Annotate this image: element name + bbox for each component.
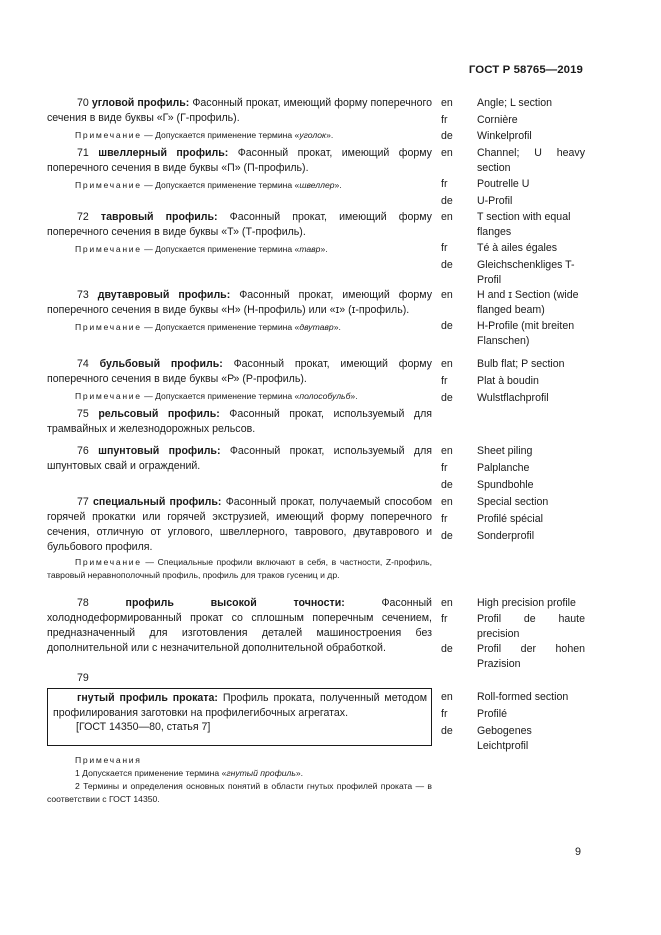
boxed-term-entry [47,688,432,746]
term-note: Примечание — Допускается применение термина «полособульб». [75,391,358,401]
term-note: Примечание — Допускается применение термина «швеллер». [75,180,342,190]
lang-code: fr [441,114,448,126]
lang-code: fr [441,178,448,190]
term-name: угловой профиль: [91,97,190,109]
translation: U-Profil [477,195,513,207]
lang-code: de [441,259,453,271]
term-note: 2 Термины и определения основных понятий в области гнутых профилей проката — в соответствии с ГОСТ 14350. [47,781,432,804]
lang-code: en [441,597,453,609]
term-entry: 74 бульбовый профиль: Фасонный прокат, имеющий форму поперечного сечения в виде буквы «Р» (Р-профиль). [47,358,432,385]
translation: Angle; L section [477,97,552,109]
lang-code: en [441,97,453,109]
translation: H and ɪ Section (wide flanged beam) [477,289,579,316]
lang-code: de [441,725,453,737]
translation: Roll-formed section [477,691,569,703]
term-note: Примечание — Допускается применение термина «двутавр». [75,322,341,332]
term-definition: Фасонный прокат, имеющий форму поперечного сечения в виде буквы «Р» (Р-профиль). [47,358,432,385]
translation: Channel; U heavy section [477,147,585,174]
lang-code: en [441,289,453,301]
term-name: рельсовый профиль: [98,408,220,420]
term-definition: Фасонный холоднодеформированный прокат со сплошным поперечным сечением, предназначенный для изготовления деталей машиностроения без дополнительной или с незначительной дополнительной обработкой. [47,597,432,654]
term-name: швеллерный профиль: [98,147,229,159]
term-definition: Фасонный прокат, используемый для трамвайных и железнодорожных рельсов. [47,408,432,435]
term-definition: Фасонный прокат, имеющий форму поперечного сечения в виде буквы «Т» (Т-профиль). [47,211,432,238]
translation: Plat à boudin [477,375,539,387]
term-name: бульбовый профиль: [99,358,223,370]
term-entry: 75 рельсовый профиль: Фасонный прокат, используемый для трамвайных и железнодорожных рельсов. [47,408,432,435]
term-entry: 76 шпунтовый профиль: Фасонный прокат, используемый для шпунтовых свай и ограждений. [47,445,433,472]
lang-code: en [441,211,453,223]
lang-code: de [441,479,453,491]
lang-code: fr [441,708,448,720]
lang-code: en [441,147,453,159]
translation: Poutrelle U [477,178,530,190]
translation: Spundbohle [477,479,534,491]
term-name: профиль высокой точности: [125,597,345,609]
lang-code: en [441,445,453,457]
translation: Té à ailes égales [477,242,558,254]
term-definition: Фасонный прокат, используемый для шпунтовых свай и ограждений. [47,445,433,472]
term-note: 1 Допускается применение термина «гнутый профиль». [75,768,304,778]
term-entry: 71 швеллерный профиль: Фасонный прокат, имеющий форму поперечного сечения в виде буквы «П» (П-профиль). [47,147,432,174]
term-entry: 73 двутавровый профиль: Фасонный прокат, имеющий форму поперечного сечения в виде буквы «Н» (Н-профиль) или «ɪ» (ɪ-профиль). [47,289,432,316]
term-name: тавровый профиль: [100,211,218,223]
term-entry: 77 специальный профиль: Фасонный прокат, получаемый способом горячей прокатки или горячей экструзией, имеющий форму поперечного сечения, отличную от углового, швеллерного, таврового, двутаврового и бульбового профиля. [47,496,432,553]
term-definition: Фасонный прокат, имеющий форму поперечного сечения в виде буквы «Н» (Н-профиль) или «ɪ» (ɪ-профиль). [47,289,432,316]
term-note: Примечание — Допускается применение термина «уголок». [75,130,334,140]
translation: High precision profile [477,597,576,609]
lang-code: fr [441,613,448,625]
translation: Profil der hohen Prazision [477,643,585,670]
term-definition: Профиль проката, полученный методом профилирования заготовки на профилегибочных агрегатах. [53,692,427,719]
lang-code: fr [441,513,448,525]
lang-code: fr [441,462,448,474]
term-definition: Фасонный прокат, имеющий форму поперечного сечения в виде буквы «П» (П-профиль). [47,147,432,174]
term-definition: Фасонный прокат, получаемый способом горячей прокатки или горячей экструзией, имеющий форму поперечного сечения, отличную от углового, швеллерного, таврового, двутаврового и бульбового профиля. [47,496,432,553]
translation: Gleichschenkliges T-Profil [477,259,575,286]
lang-code: en [441,358,453,370]
term-name: двутавровый профиль: [97,289,231,301]
term-number: 79 [77,672,89,684]
translation: T section with equal flanges [477,211,571,238]
translation: Special section [477,496,549,508]
term-name: шпунтовый профиль: [98,445,221,457]
lang-code: fr [441,242,448,254]
lang-code: de [441,195,453,207]
lang-code: de [441,320,453,332]
lang-code: de [441,392,453,404]
translation: Wulstflachprofil [477,392,549,404]
standard-designation: ГОСТ Р 58765—2019 [468,64,583,76]
translation: Sonderprofil [477,530,535,542]
term-definition: Фасонный прокат, имеющий форму поперечного сечения в виде буквы «Г» (Г-профиль). [47,97,432,124]
translation: Cornière [477,114,518,126]
lang-code: fr [441,375,448,387]
notes-heading: Примечания [75,755,142,765]
lang-code: en [441,691,453,703]
lang-code: en [441,496,453,508]
term-entry: 72 тавровый профиль: Фасонный прокат, имеющий форму поперечного сечения в виде буквы «Т» (Т-профиль). [47,211,432,238]
lang-code: de [441,530,453,542]
source-reference: [ГОСТ 14350—80, статья 7] [76,721,211,733]
translation: Profil de haute precision [477,613,585,640]
term-name: специальный профиль: [93,496,222,508]
translation: Sheet piling [477,445,533,457]
translation: Bulb flat; P section [477,358,565,370]
lang-code: de [441,643,453,655]
term-entry: 78 профиль высокой точности: Фасонный холоднодеформированный прокат со сплошным поперечным сечением, предназначенный для изготовления деталей машиностроения без дополнительной или с незначительной дополнительной обработкой. [47,597,432,654]
term-note: Примечание — Специальные профили включают в себя, в частности, Z-профиль, тавровый неравнополочный профиль, профиль для траков гусениц и др. [47,557,432,580]
translation: Palplanche [477,462,530,474]
term-note: Примечание — Допускается применение термина «тавр». [75,244,328,254]
translation: Winkelprofil [477,130,532,142]
translation: Profilé [477,708,508,720]
lang-code: de [441,130,453,142]
term-name: гнутый профиль проката: [77,692,218,704]
page-number: 9 [574,846,581,858]
term-entry: 70 угловой профиль: Фасонный прокат, имеющий форму поперечного сечения в виде буквы «Г» (Г-профиль). [47,97,432,124]
translation: H-Profile (mit breiten Flanschen) [477,320,575,347]
translation: Profilé spécial [477,513,543,525]
translation: Gebogenes Leichtprofil [477,725,532,752]
